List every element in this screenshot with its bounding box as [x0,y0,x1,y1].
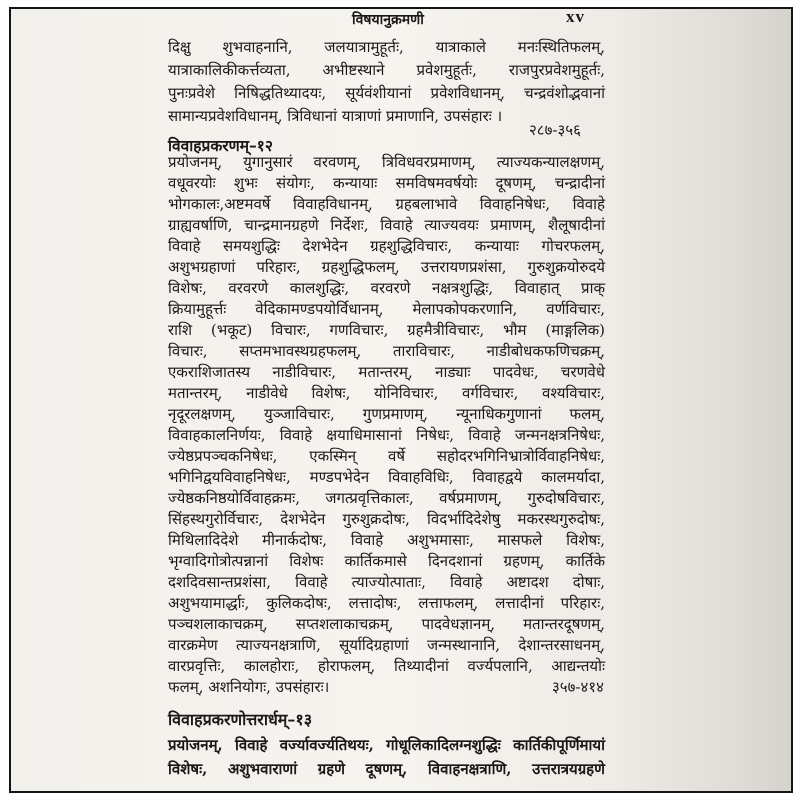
toc-line: पञ्चशलाकाचक्रम्, सप्तशलाकाचक्रम्, पादवेधज्ञानम्, मतान्तरदूषणम्, [168,615,605,633]
toc-line: पुनःप्रवेशे निषिद्धतिथ्यादयः, सूर्यवंशीयानां प्रवेशविधानम्, चन्द्रवंशोद्भवानां [168,84,605,102]
page-range: ३५७-४१४ [552,678,604,696]
page-curl-shadow [611,9,791,791]
toc-line: क्रियामुहूर्त्तः वेदिकामण्डपयोर्विधानम्, मेलापकोपकरणानि, वर्णविचारः, [168,300,605,318]
toc-line: अशुभग्रहाणां परिहारः, ग्रहशुद्धिफलम्, उत्तरायणप्रशंसा, गुरुशुक्रयोरुदये [168,258,605,276]
toc-line: विचारः, सप्तमभावस्थग्रहफलम्, ताराविचारः, नाडीबोधकफणिचक्रम्, [168,342,605,360]
chapter-contents [168,152,605,698]
toc-line: राशि (भकूट) विचारः, गणविचारः, ग्रहमैत्रीविचारः, भौम (माङ्गलिक) [168,321,605,339]
toc-line: विवाहे समयशुद्धिः देशभेदेन ग्रहशुद्धिविचारः, कन्यायाः गोचरफलम्, [168,237,605,255]
toc-line: दिक्षु शुभवाहनानि, जलयात्रामुहूर्तः, यात्राकाले मनःस्थितिफलम्, [168,38,605,56]
running-title: विषयानुक्रमणी [352,12,424,28]
toc-line: विवाहकालनिर्णयः, विवाहे क्षयाधिमासानां निषेधः, विवाहे जन्मनक्षत्रनिषेधः, [168,426,605,444]
toc-line: प्रयोजनम्, युगानुसारं वरवणम्, त्रिविधवरप्रमाणम्, त्याज्यकन्यालक्षणम्, [168,153,605,171]
folio-number: xv [566,7,585,26]
toc-line: ज्येष्ठप्रपञ्चकनिषेधः, एकस्मिन् वर्षे सहोदरभगिनिभ्रात्रोर्विवाहनिषेधः, [168,447,605,465]
toc-line: मतान्तरम्, नाडीवेधे विशेषः, योनिविचारः, वर्गविचारः, वश्यविचारः, [168,384,605,402]
toc-line: एकराशिजातस्य नाडीविचारः, मतान्तरम्, नाड्याः पादवेधः, चरणवेधे [168,363,605,381]
toc-line: वारक्रमेण त्याज्यनक्षत्राणि, सूर्यादिग्रहाणां जन्मस्थानानि, देशान्तरसाधनम्, [168,636,605,654]
toc-line: सामान्यप्रवेशविधानम्, त्रिविधानां यात्राणां प्रमाणानि, उपसंहारः । [168,107,503,125]
chapter-heading: विवाहप्रकरणोत्तरार्धम्–१३ [168,710,313,729]
toc-line: प्रयोजनम्, विवाहे वर्ज्यावर्ज्यतिथयः, गोधूलिकादिलग्नशुद्धिः कार्तिकीपूर्णिमायां [168,736,605,754]
toc-line: दशदिवसान्तप्रशंसा, विवाहे त्याज्योत्पाताः, विवाहे अष्टादश दोषाः, [168,573,605,591]
page-range: २८७-३५६ [529,121,581,139]
toc-line: ग्राह्यवर्षाणि, चान्द्रमानग्रहणे निर्देशः, विवाहे त्याज्यवयः प्रमाणम्, शैलूषादीनां [168,216,605,234]
toc-line: यात्राकालिकीकर्त्तव्यता, अभीष्टस्थाने प्रवेशमुहूर्तः, राजपुरप्रवेशमुहूर्तः, [168,61,605,79]
toc-line: भृग्वादिगोत्रोत्पन्नानां विशेषः कार्तिकमासे दिनदशानां ग्रहणम्, कार्तिके [168,552,605,570]
toc-line: विशेषः, अशुभवाराणां ग्रहणे दूषणम्, विवाहनक्षत्राणि, उत्तरात्रयग्रहणे [168,760,605,778]
chapter-heading: विवाहप्रकरणम्–१२ [168,136,273,155]
continuation-paragraph [168,36,605,128]
toc-line: भोगकालः,अष्टमवर्षे विवाहविधानम्, ग्रहबलाभावे विवाहनिषेधः, विवाहे [168,195,605,213]
toc-line: भगिनिद्वयविवाहनिषेधः, मण्डपभेदेन विवाहविधिः, विवाहद्वये कालमर्यादा, [168,468,605,486]
toc-line: मिथिलादिदेशे मीनार्कदोषः, विवाहे अशुभमासाः, मासफले विशेषः, [168,531,605,549]
toc-line: सिंहस्थगुरोर्विचारः, देशभेदेन गुरुशुक्रदोषः, विदर्भादिदेशेषु मकरस्थगुरुदोषः, [168,510,605,528]
toc-line: फलम्, अशनियोगः, उपसंहारः। [168,678,330,696]
toc-line: ज्येष्ठकनिष्ठयोर्विवाहक्रमः, जगत्प्रवृत्तिकालः, वर्षप्रमाणम्, गुरुदोषविचारः, [168,489,605,507]
toc-line: नृदूरलक्षणम्, युञ्जाविचारः, गुणप्रमाणम्, न्यूनाधिकगुणानां फलम्, [168,405,605,423]
toc-line: वधूवरयोः शुभः संयोगः, कन्यायाः समविषमवर्षयोः दूषणम्, चन्द्रादीनां [168,174,605,192]
toc-line: वारप्रवृत्तिः, कालहोराः, होराफलम्, तिथ्यादीनां वर्ज्यपलानि, आद्यन्तयोः [168,657,605,675]
toc-line: अशुभयामार्द्धाः, कुलिकदोषः, लत्तादोषः, लत्ताफलम्, लत्तादीनां परिहारः, [168,594,605,612]
chapter-contents [168,733,605,781]
toc-line: विशेषः, वरवरणे कालशुद्धिः, वरवरणे नक्षत्रशुद्धिः, विवाहात् प्राक् [168,279,605,297]
